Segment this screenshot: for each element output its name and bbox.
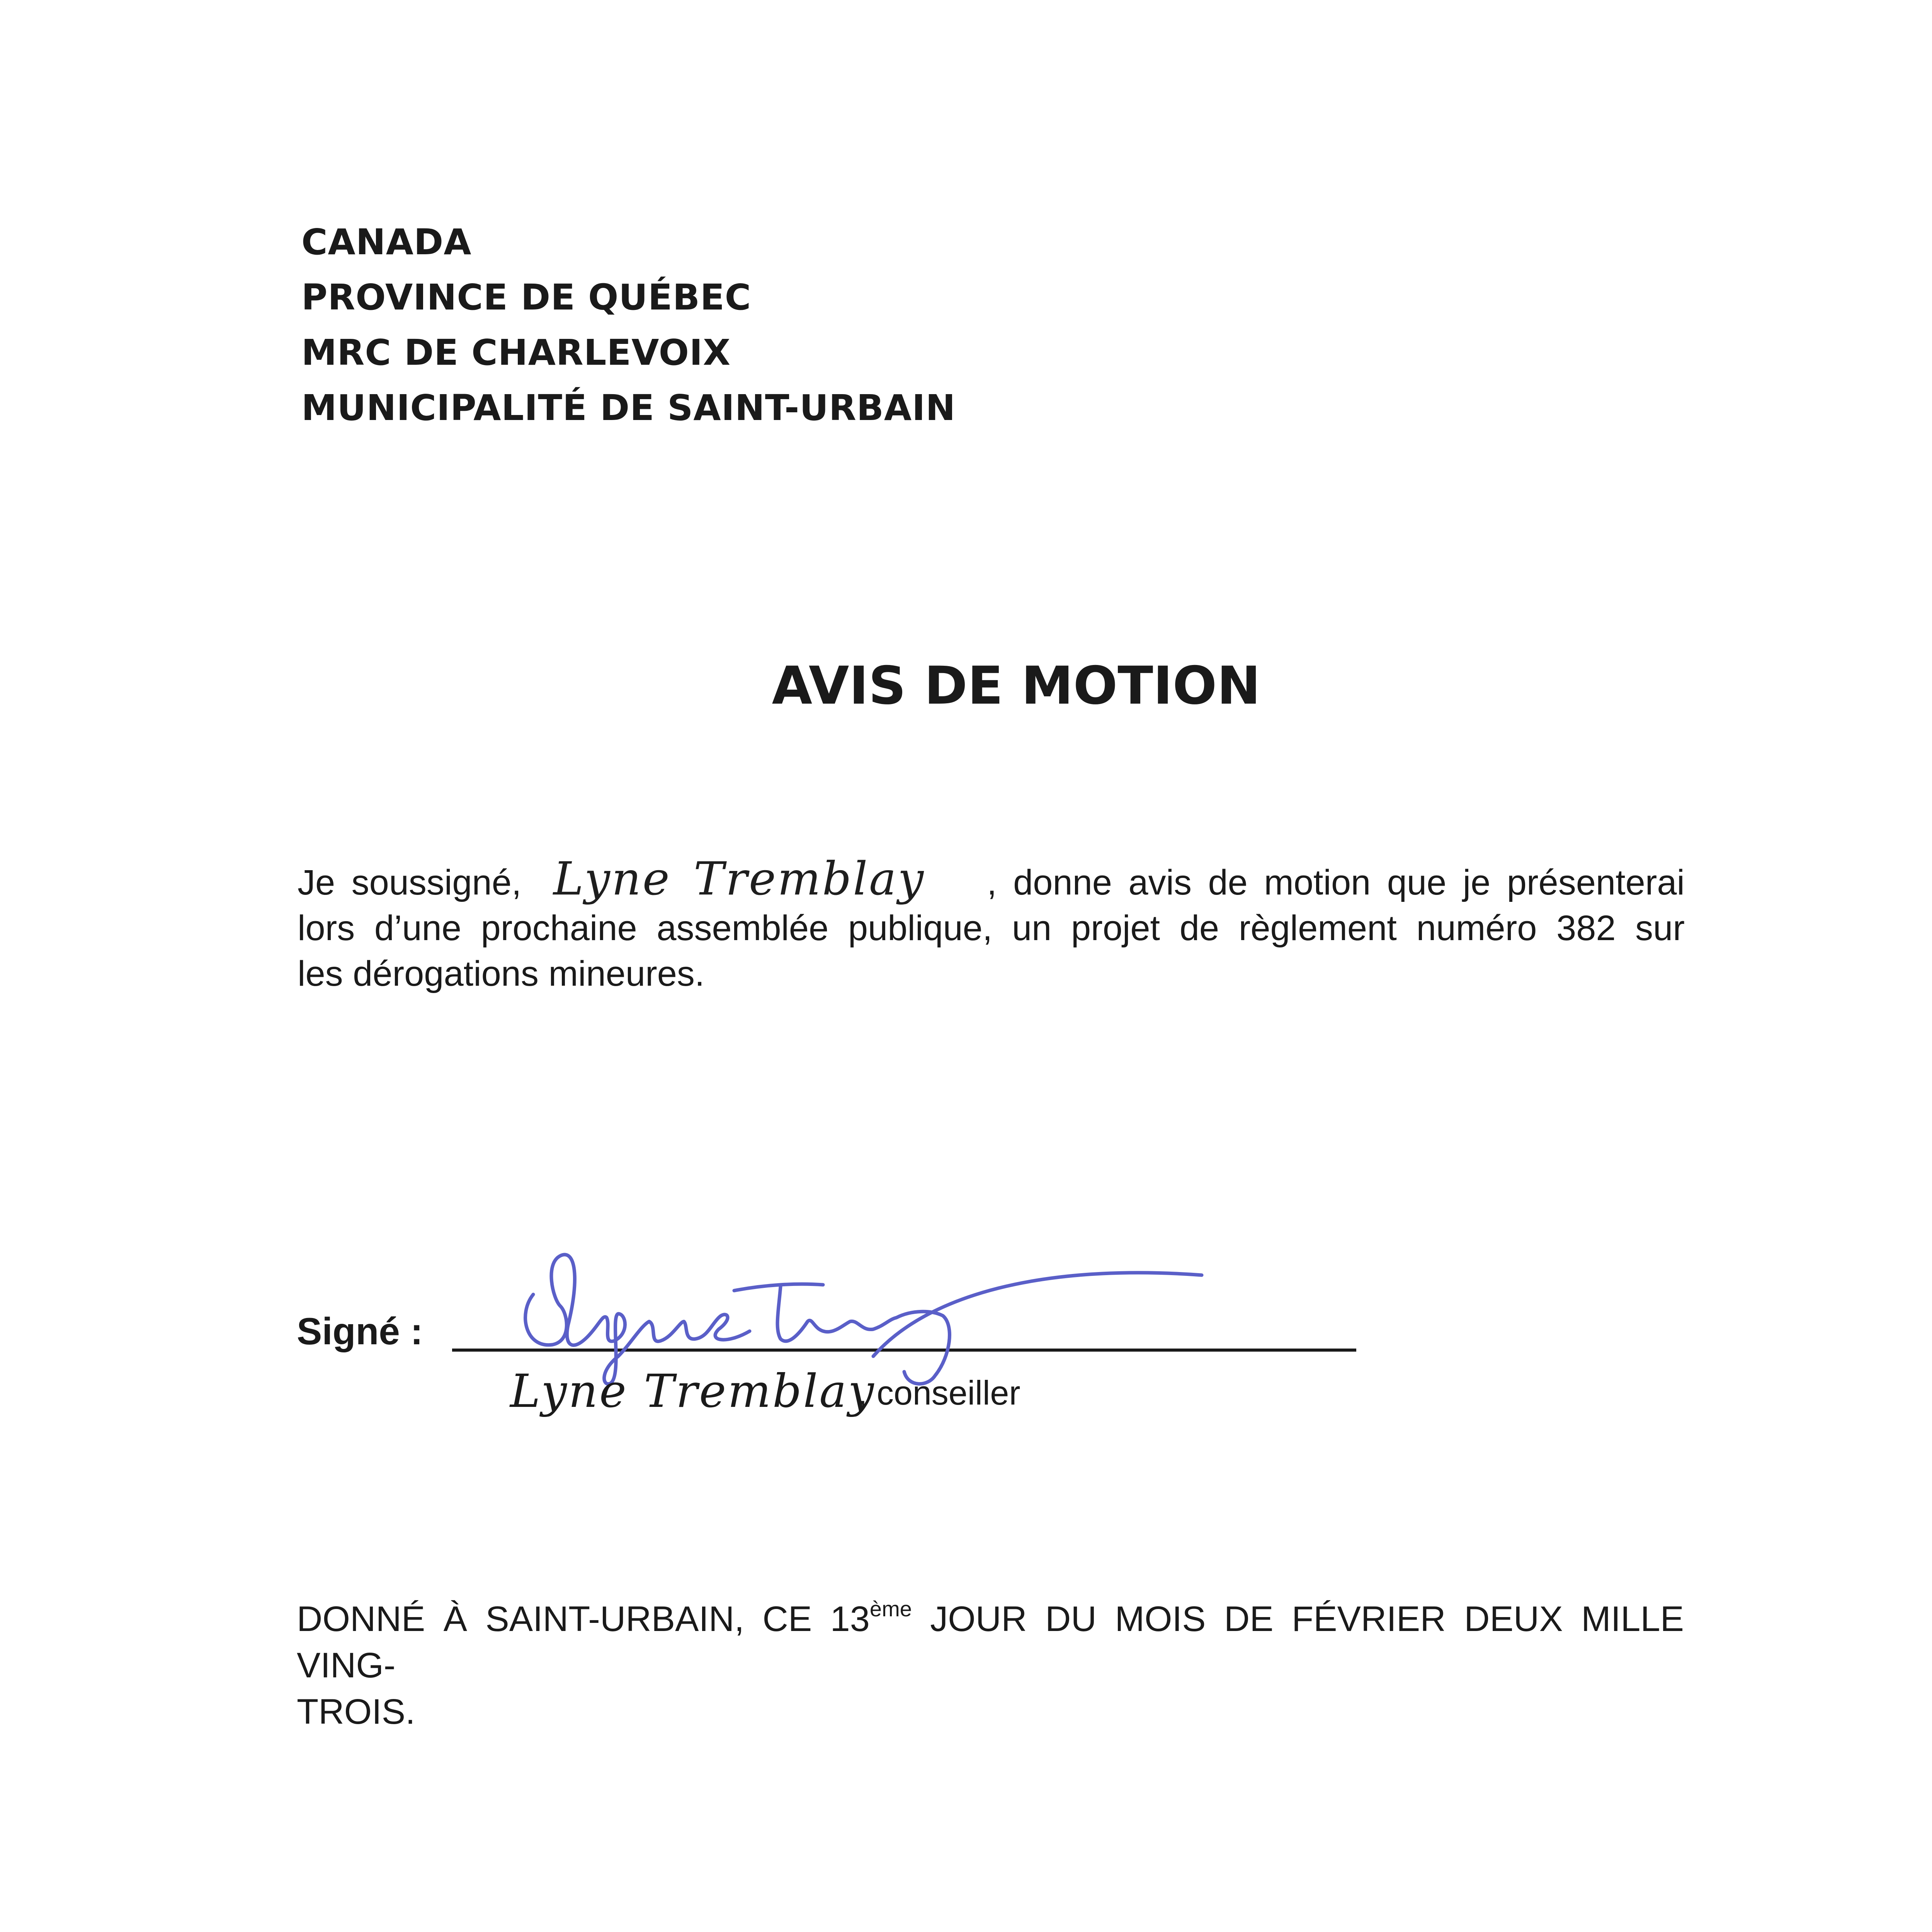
motion-line-1-rest: , donne avis de motion que je présenterai [987, 863, 1685, 902]
signed-label: Signé : [297, 1310, 423, 1352]
jurisdiction-header [301, 214, 956, 435]
handwritten-signer-name: Lyne Tremblay [510, 1364, 876, 1418]
document-title: AVIS DE MOTION [772, 655, 1261, 716]
motion-intro: Je soussigné, [298, 863, 522, 902]
header-province: PROVINCE DE QUÉBEC [301, 277, 752, 318]
given-statement [297, 1596, 1684, 1735]
motion-line-3: les dérogations mineures. [298, 954, 705, 993]
given-part-2: JOUR DU MOIS DE FÉVRIER DEUX MILLE VING- [297, 1599, 1684, 1685]
motion-paragraph [298, 852, 1685, 997]
given-part-1: DONNÉ À SAINT-URBAIN, CE 13 [297, 1599, 870, 1639]
given-line-2: TROIS. [297, 1692, 415, 1731]
header-mrc: MRC DE CHARLEVOIX [301, 332, 731, 373]
header-country: CANADA [301, 221, 472, 263]
motion-line-2: lors d’une prochaine assemblée publique, un projet de règlement numéro 382 sur [298, 908, 1685, 948]
ordinal-suffix: ème [869, 1597, 912, 1621]
motion-line-1 [298, 852, 1685, 905]
given-line-1 [297, 1596, 1684, 1689]
handwritten-councillor-name: Lyne Tremblay [553, 852, 925, 905]
signer-role: , conseiller [858, 1374, 1020, 1412]
header-municipality: MUNICIPALITÉ DE SAINT-URBAIN [301, 387, 956, 429]
